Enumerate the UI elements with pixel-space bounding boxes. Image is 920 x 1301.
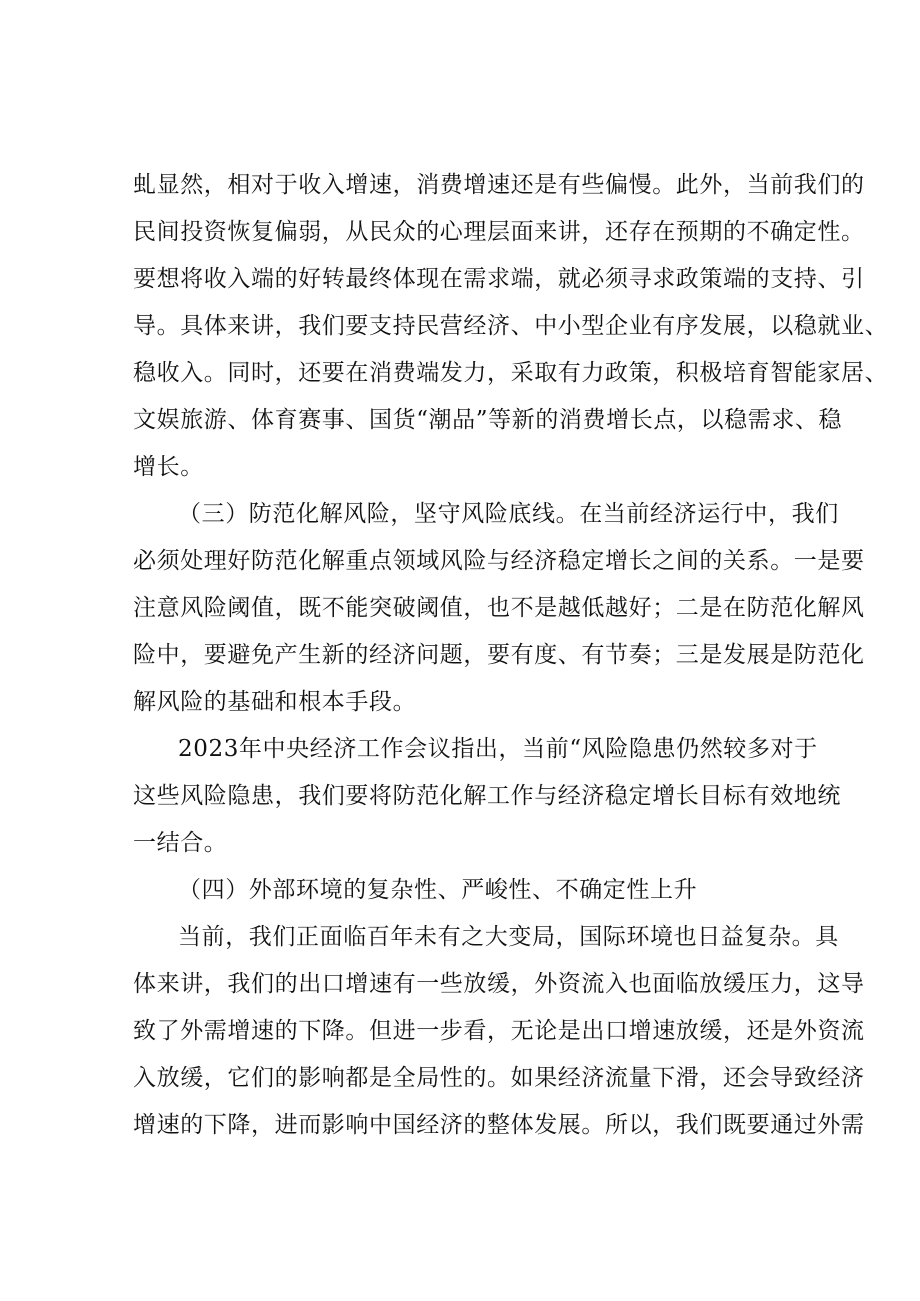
text-line: 体来讲，我们的出口增速有一些放缓，外资流入也面临放缓压力，这导 <box>133 971 865 997</box>
text-line: 入放缓，它们的影响都是全局性的。如果经济流量下滑，还会导致经济 <box>133 1065 865 1091</box>
text-line: 解风险的基础和根本手段。 <box>133 689 417 715</box>
text-line: 虬显然，相对于收入增速，消费增速还是有些偏慢。此外，当前我们的 <box>133 172 865 198</box>
text-line: 增速的下降，进而影响中国经济的整体发展。所以，我们既要通过外需 <box>133 1112 865 1138</box>
text-line: 当前，我们正面临百年未有之大变局，国际环境也日益复杂。具 <box>178 924 839 950</box>
text-line: 增长。 <box>133 454 204 480</box>
text-line: 要想将收入端的好转最终体现在需求端，就必须寻求政策端的支持、引 <box>133 266 865 292</box>
text-line: 注意风险阈值，既不能突破阈值，也不是越低越好；二是在防范化解风 <box>133 595 865 621</box>
section-heading-3: （三）防范化解风险，坚守风险底线。在当前经济运行中，我们 <box>178 501 839 527</box>
text-line: 导。具体来讲，我们要支持民营经济、中小型企业有序发展，以稳就业、 <box>133 313 889 339</box>
text-line: 必须处理好防范化解重点领域风险与经济稳定增长之间的关系。一是要 <box>133 548 865 574</box>
text-line: 险中，要避免产生新的经济问题，要有度、有节奏；三是发展是防范化 <box>133 642 865 668</box>
text-line: 这些风险隐患，我们要将防范化解工作与经济稳定增长目标有效地统 <box>133 783 841 809</box>
text-line: 致了外需增速的下降。但进一步看，无论是出口增速放缓，还是外资流 <box>133 1018 865 1044</box>
section-heading-4: （四）外部环境的复杂性、严峻性、不确定性上升 <box>178 877 698 903</box>
text-line: 2023年中央经济工作会议指出，当前“风险隐患仍然较多对于 <box>178 736 818 762</box>
text-line: 一结合。 <box>133 830 228 856</box>
text-line: 稳收入。同时，还要在消费端发力，采取有力政策，积极培育智能家居、 <box>133 360 889 386</box>
text-line: 文娱旅游、体育赛事、国货“潮品”等新的消费增长点，以稳需求、稳 <box>133 407 843 433</box>
text-line: 民间投资恢复偏弱，从民众的心理层面来讲，还存在预期的不确定性。 <box>133 219 865 245</box>
